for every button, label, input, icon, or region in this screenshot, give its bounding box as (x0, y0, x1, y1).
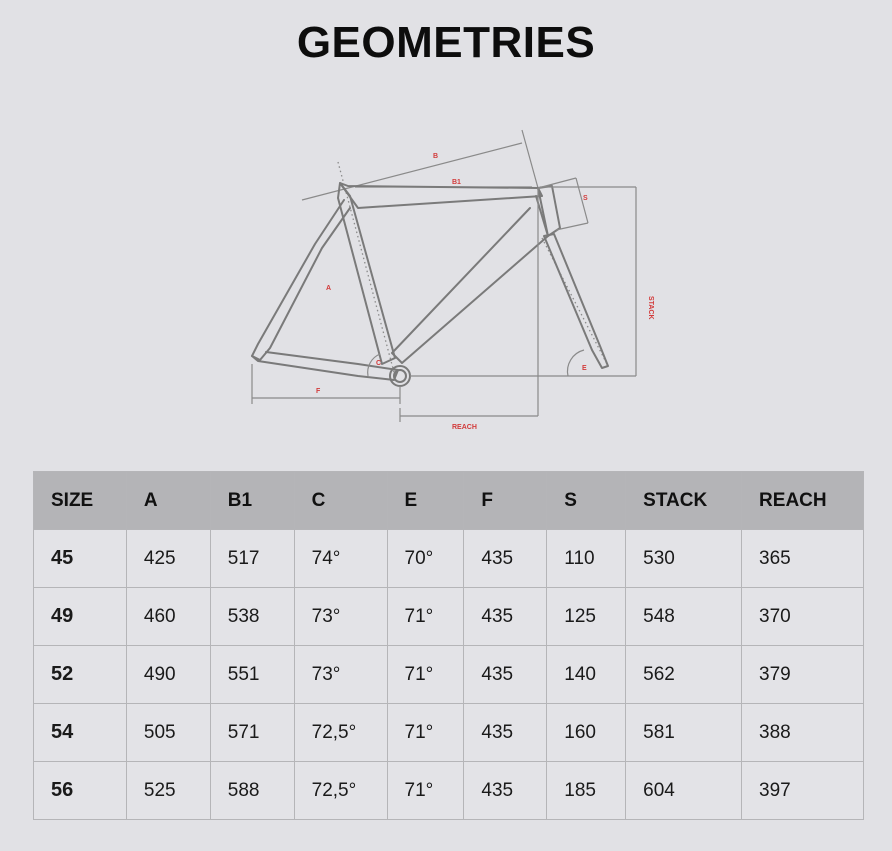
cell-a: 460 (126, 588, 210, 646)
cell-s: 125 (547, 588, 626, 646)
table-row (34, 704, 864, 762)
cell-stack: 562 (626, 646, 742, 704)
cell-stack: 604 (626, 762, 742, 820)
cell-reach: 388 (742, 704, 864, 762)
cell-reach: 379 (742, 646, 864, 704)
cell-e: 71° (387, 646, 464, 704)
cell-a: 490 (126, 646, 210, 704)
cell-reach: 370 (742, 588, 864, 646)
top-tube (340, 183, 542, 208)
cell-stack: 548 (626, 588, 742, 646)
cell-f: 435 (464, 762, 547, 820)
seat-tube (338, 183, 395, 364)
cell-f: 435 (464, 530, 547, 588)
cell-size: 45 (34, 530, 127, 588)
cell-b1: 517 (210, 530, 294, 588)
cell-c: 73° (294, 588, 387, 646)
header-size: SIZE (34, 472, 127, 530)
header-f: F (464, 472, 547, 530)
label-s: S (583, 195, 588, 202)
cell-b1: 588 (210, 762, 294, 820)
cell-stack: 581 (626, 704, 742, 762)
cell-b1: 538 (210, 588, 294, 646)
down-tube (392, 196, 548, 363)
cell-a: 425 (126, 530, 210, 588)
cell-e: 71° (387, 704, 464, 762)
label-f: F (316, 388, 321, 395)
cell-size: 52 (34, 646, 127, 704)
label-stack: STACK (647, 296, 654, 320)
fork (544, 234, 608, 368)
cell-f: 435 (464, 704, 547, 762)
table-row (34, 530, 864, 588)
header-b1: B1 (210, 472, 294, 530)
label-a: A (326, 285, 332, 292)
header-e: E (387, 472, 464, 530)
header-s: S (547, 472, 626, 530)
header-c: C (294, 472, 387, 530)
cell-stack: 530 (626, 530, 742, 588)
cell-size: 54 (34, 704, 127, 762)
cell-s: 185 (547, 762, 626, 820)
cell-c: 72,5° (294, 704, 387, 762)
seat-tube-axis (338, 162, 395, 376)
cell-b1: 571 (210, 704, 294, 762)
cell-s: 160 (547, 704, 626, 762)
cell-reach: 397 (742, 762, 864, 820)
cell-c: 72,5° (294, 762, 387, 820)
cell-reach: 365 (742, 530, 864, 588)
geometry-table (33, 471, 864, 820)
cell-c: 73° (294, 646, 387, 704)
cell-a: 505 (126, 704, 210, 762)
label-reach: REACH (452, 424, 477, 431)
dim-line-b-end (522, 130, 538, 188)
frame-geometry-diagram (230, 118, 670, 448)
seat-stay (252, 200, 350, 360)
header-stack: STACK (626, 472, 742, 530)
label-e: E (582, 365, 587, 372)
angle-arc-e (567, 350, 584, 376)
cell-f: 435 (464, 646, 547, 704)
table-header-row (34, 472, 864, 530)
header-a: A (126, 472, 210, 530)
cell-e: 71° (387, 762, 464, 820)
dim-line-b (302, 143, 522, 200)
label-b1: B1 (452, 179, 461, 186)
cell-a: 525 (126, 762, 210, 820)
table-row (34, 762, 864, 820)
table-row (34, 588, 864, 646)
cell-e: 70° (387, 530, 464, 588)
cell-e: 71° (387, 588, 464, 646)
cell-s: 110 (547, 530, 626, 588)
cell-size: 49 (34, 588, 127, 646)
cell-b1: 551 (210, 646, 294, 704)
table-row (34, 646, 864, 704)
cell-f: 435 (464, 588, 547, 646)
dim-s-lower (556, 223, 588, 230)
cell-size: 56 (34, 762, 127, 820)
label-b: B (433, 153, 439, 160)
cell-s: 140 (547, 646, 626, 704)
bike-frame-drawing (230, 118, 670, 448)
header-reach: REACH (742, 472, 864, 530)
label-c: C (376, 360, 382, 367)
cell-c: 74° (294, 530, 387, 588)
page-title: GEOMETRIES (296, 18, 596, 67)
